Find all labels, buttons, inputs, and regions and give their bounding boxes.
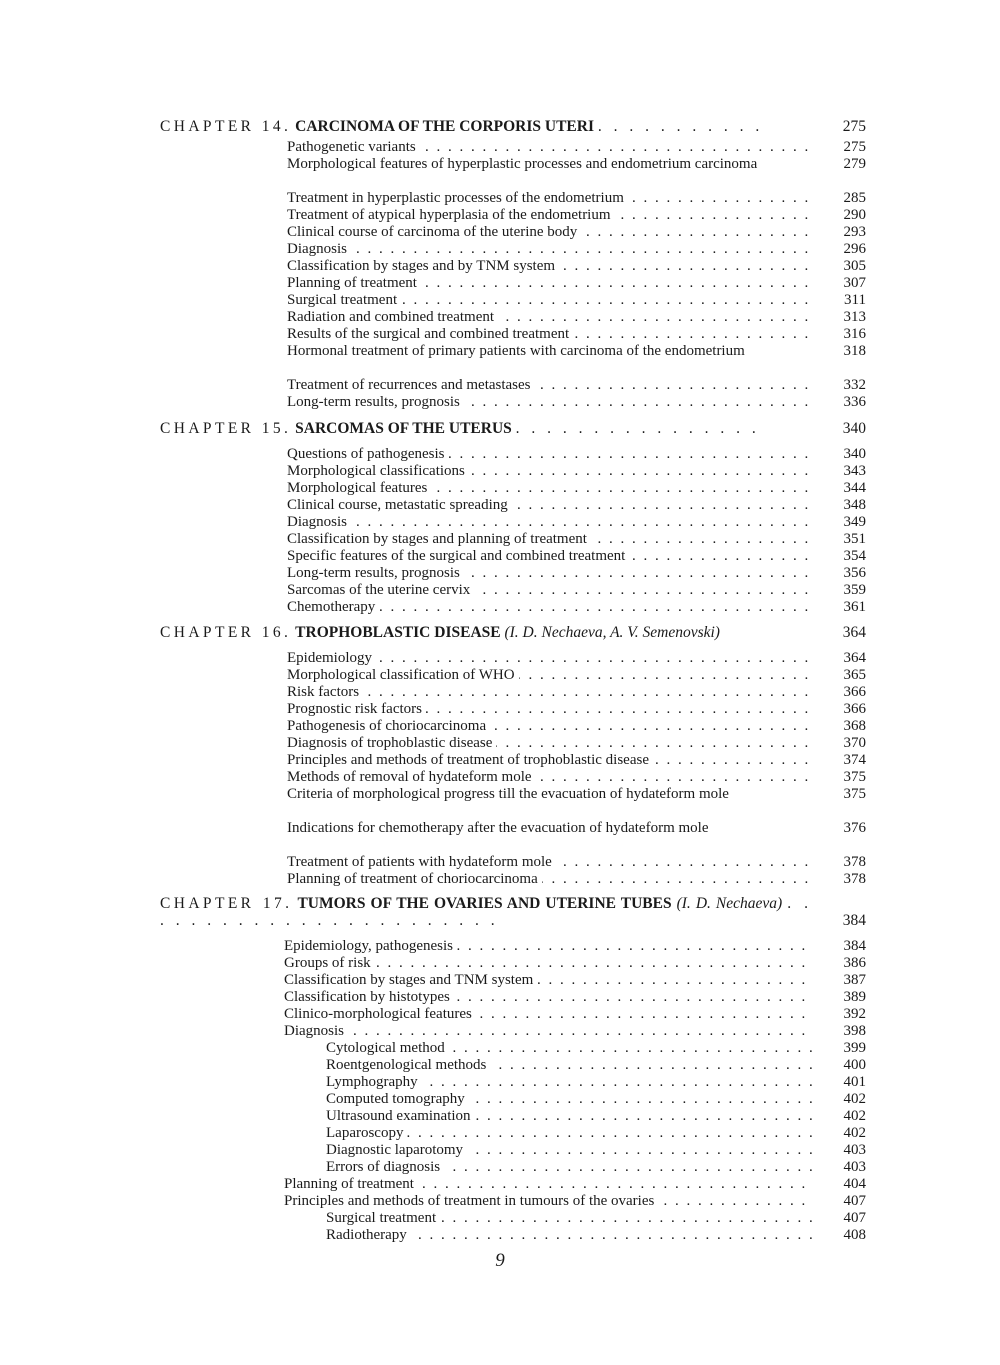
toc-entry [287,752,866,769]
entry-title: Results of the surgical and combined treatment [287,326,573,342]
chapter-page: 275 [842,118,866,135]
entry-page: 336 [843,394,866,410]
toc-entry [326,1108,866,1125]
entry-page: 375 [843,786,866,802]
entry-title: Pathogenetic variants [287,139,420,155]
chapter-label: CHAPTER 16. [160,624,292,641]
entry-page: 343 [843,463,866,479]
entry-page: 351 [843,531,866,547]
entry-page: 349 [843,514,866,530]
entry-title: Laparoscopy [326,1125,407,1141]
entry-page: 364 [843,650,866,666]
entry-title: Morphological features of hyperplastic processes and endometrium carcinoma [287,156,758,172]
entry-title: Diagnosis [287,241,351,257]
entry-page: 392 [843,1006,866,1022]
entry-page: 399 [843,1040,866,1056]
entry-page: 384 [843,938,866,954]
entry-page: 402 [843,1108,866,1124]
entry-title: Diagnosis [284,1023,348,1039]
chapter-author: (I. D. Nechaeva) [676,895,783,912]
entry-title: Classification by histotypes [284,989,454,1005]
toc-entry [287,684,866,701]
entry-title: Methods of removal of hydateform mole [287,769,536,785]
entry-page: 403 [843,1159,866,1175]
entry-title: Roentgenological methods [326,1057,490,1073]
entry-page: 311 [844,292,866,308]
chapter-17-heading: CHAPTER 17. TUMORS OF THE OVARIES AND UTERINE TUBES (I. D. Nechaeva) . . . . . . . . . . . . . . . . . . . . . . . . 384 [160,895,866,929]
entry-title: Long-term results, prognosis [287,565,464,581]
chapter-title: CARCINOMA OF THE CORPORIS UTERI [295,118,594,135]
toc-entry [326,1142,866,1159]
chapter-page: 340 [842,420,866,437]
entry-page: 398 [843,1023,866,1039]
toc-entry [287,139,866,156]
toc-entry [287,769,866,786]
toc-entry [287,735,866,752]
toc-entry [326,1125,866,1142]
entry-title: Surgical treatment [326,1210,440,1226]
entry-page: 340 [843,446,866,462]
entry-title: Surgical treatment [287,292,401,308]
toc-entry [287,207,866,224]
entry-title: Morphological classifications [287,463,469,479]
entry-page: 407 [843,1210,866,1226]
chapter-page: 364 [842,624,866,641]
entry-page: 378 [843,871,866,887]
entry-title: Treatment of atypical hyperplasia of the endometrium [287,207,615,223]
toc-entry [287,258,866,275]
entry-page: 307 [843,275,866,291]
entry-page: 361 [843,599,866,615]
toc-entry [326,1057,866,1074]
entry-page: 332 [843,377,866,393]
entry-page: 389 [843,989,866,1005]
entry-page: 318 [843,343,866,359]
toc-entry [284,989,866,1006]
toc-entry [326,1074,866,1091]
entry-title: Pathogenesis of choriocarcinoma [287,718,490,734]
entry-page: 402 [843,1125,866,1141]
entry-title: Diagnosis of trophoblastic disease [287,735,496,751]
chapter-label: CHAPTER 14. [160,118,292,135]
entry-page: 387 [843,972,866,988]
toc-entry [287,394,866,411]
entry-page: 402 [843,1091,866,1107]
entry-page: 316 [843,326,866,342]
entry-title: Errors of diagnosis [326,1159,444,1175]
toc-entry [287,514,866,531]
chapter-title: TROPHOBLASTIC DISEASE [295,624,501,641]
entry-page: 365 [843,667,866,683]
entry-title: Classification by stages and by TNM system [287,258,559,274]
toc-entry [287,480,866,497]
toc-entry [326,1227,866,1244]
entry-title: Groups of risk [284,955,375,971]
toc-entry [287,497,866,514]
entry-title: Chemotherapy [287,599,379,615]
entry-title: Treatment of recurrences and metastases [287,377,535,393]
entry-page: 408 [843,1227,866,1243]
chapter-14-heading: CHAPTER 14. CARCINOMA OF THE CORPORIS UTERI . . . . . . . . . . . 275 [160,118,866,135]
toc-entry [287,599,866,616]
toc-entry [287,582,866,599]
toc-entry [287,309,866,326]
entry-page: 376 [843,820,866,836]
entry-title: Prognostic risk factors [287,701,426,717]
toc-entry [287,786,866,803]
entry-page: 374 [843,752,866,768]
entry-page: 359 [843,582,866,598]
toc-entry [287,190,866,207]
entry-page: 403 [843,1142,866,1158]
chapter-title: TUMORS OF THE OVARIES AND UTERINE TUBES [297,895,672,912]
toc-entry [284,1023,866,1040]
entry-page: 370 [843,735,866,751]
entry-title: Questions of pathogenesis [287,446,448,462]
toc-entry [287,565,866,582]
entry-page: 293 [843,224,866,240]
entry-title: Radiation and combined treatment [287,309,498,325]
toc-entry [326,1159,866,1176]
entry-page: 375 [843,769,866,785]
toc-entry [326,1040,866,1057]
entry-title: Clinical course, metastatic spreading [287,497,512,513]
toc-entry [287,701,866,718]
page-number: 9 [495,1250,505,1271]
entry-title: Epidemiology [287,650,376,666]
toc-entry [287,241,866,258]
entry-page: 356 [843,565,866,581]
entry-page: 285 [843,190,866,206]
entry-title: Morphological features [287,480,431,496]
entry-title: Long-term results, prognosis [287,394,464,410]
toc-entry [326,1210,866,1227]
entry-title: Computed tomography [326,1091,469,1107]
entry-title: Principles and methods of treatment in tumours of the ovaries [284,1193,658,1209]
toc-entry [287,326,866,343]
entry-title: Sarcomas of the uterine cervix [287,582,474,598]
toc-entry [287,377,866,394]
entry-page: 366 [843,684,866,700]
entry-title: Morphological classification of WHO [287,667,519,683]
entry-title: Treatment of patients with hydateform mole [287,854,556,870]
entry-page: 305 [843,258,866,274]
toc-entry [287,531,866,548]
toc-entry [287,275,866,292]
toc-entry [287,343,866,360]
entry-title: Specific features of the surgical and combined treatment [287,548,629,564]
entry-title: Ultrasound examination [326,1108,475,1124]
entry-page: 378 [843,854,866,870]
entry-title: Lymphography [326,1074,422,1090]
entry-page: 348 [843,497,866,513]
entry-title: Clinico-morphological features [284,1006,476,1022]
entry-title: Diagnostic laparotomy [326,1142,467,1158]
toc-entry [287,292,866,309]
entry-title: Criteria of morphological progress till the evacuation of hydateform mole [287,786,729,802]
chapter-label: CHAPTER 17. [160,895,293,912]
entry-title: Planning of treatment [284,1176,418,1192]
entry-page: 401 [843,1074,866,1090]
entry-title: Diagnosis [287,514,351,530]
toc-entry [287,548,866,565]
entry-page: 313 [843,309,866,325]
entry-title: Principles and methods of treatment of trophoblastic disease [287,752,653,768]
entry-title: Classification by stages and planning of treatment [287,531,591,547]
entry-page: 400 [843,1057,866,1073]
chapter-15-heading: CHAPTER 15. SARCOMAS OF THE UTERUS . . . . . . . . . . . . . . . . 340 [160,420,866,437]
entry-title: Clinical course of carcinoma of the uterine body [287,224,581,240]
entry-title: Treatment in hyperplastic processes of the endometrium [287,190,628,206]
toc-entry [287,446,866,463]
entry-page: 366 [843,701,866,717]
toc-entry [284,1193,866,1210]
toc-entry [287,667,866,684]
entry-title: Epidemiology, pathogenesis [284,938,457,954]
entry-page: 368 [843,718,866,734]
entry-page: 386 [843,955,866,971]
toc-entry [287,718,866,735]
entry-title: Planning of treatment of choriocarcinoma [287,871,542,887]
entry-page: 279 [843,156,866,172]
entry-title: Risk factors [287,684,363,700]
entry-page: 290 [843,207,866,223]
entry-title: Cytological method [326,1040,449,1056]
entry-page: 296 [843,241,866,257]
chapter-author: (I. D. Nechaeva, A. V. Semenovski) [504,624,720,641]
entry-title: Classification by stages and TNM system [284,972,537,988]
toc-entry [284,938,866,955]
entry-title: Hormonal treatment of primary patients with carcinoma of the endometrium [287,343,745,359]
entry-page: 275 [843,139,866,155]
toc-entry [284,972,866,989]
toc-entry [287,156,866,173]
entry-page: 407 [843,1193,866,1209]
entry-page: 344 [843,480,866,496]
toc-entry [287,820,866,837]
toc-entry [287,463,866,480]
entry-title: Radiotherapy [326,1227,411,1243]
toc-entry [284,955,866,972]
toc-entry [326,1091,866,1108]
toc-entry [284,1006,866,1023]
chapter-16-heading [160,624,866,641]
toc-entry [287,224,866,241]
chapter-page: 384 [842,912,866,929]
chapter-title: SARCOMAS OF THE UTERUS [295,420,512,437]
entry-title: Planning of treatment [287,275,421,291]
toc-entry [287,854,866,871]
entry-page: 354 [843,548,866,564]
entry-page: 404 [843,1176,866,1192]
entry-title: Indications for chemotherapy after the evacuation of hydateform mole [287,820,709,836]
chapter-label: CHAPTER 15. [160,420,292,437]
toc-entry [284,1176,866,1193]
toc-entry [287,650,866,667]
toc-entry [287,871,866,888]
